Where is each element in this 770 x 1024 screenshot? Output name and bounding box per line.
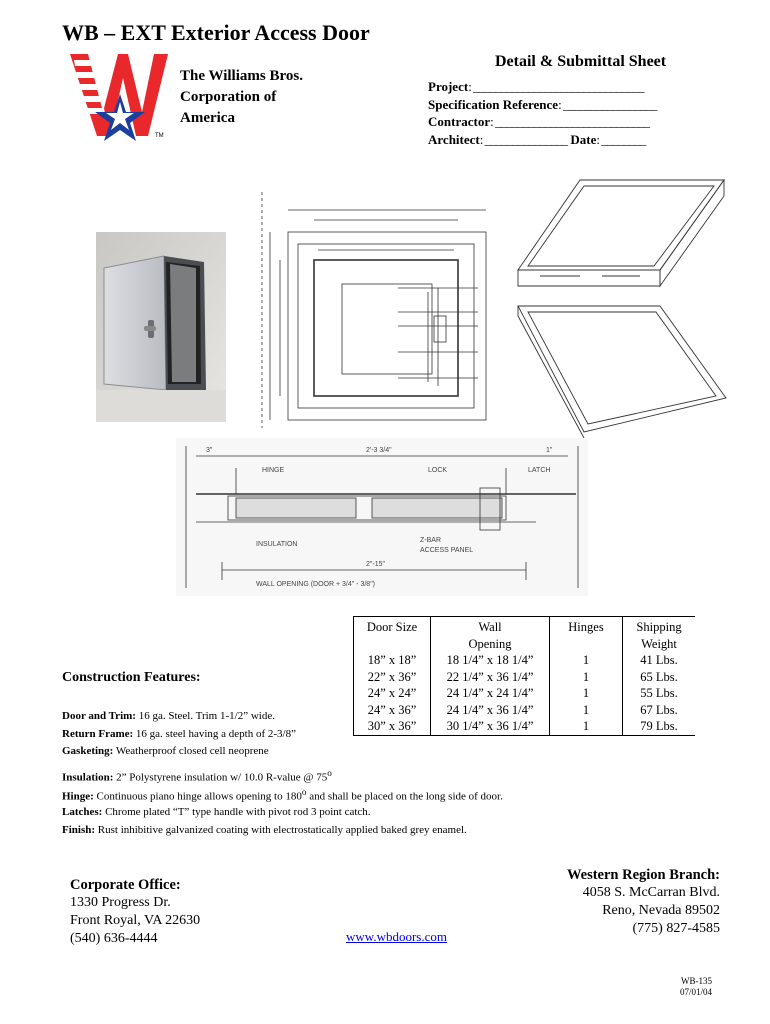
feature-return-frame: Return Frame: 16 ga. steel having a depth of 2-3/8” <box>62 728 296 740</box>
col-header-hinges: Hinges <box>550 617 623 653</box>
spec-reference-field[interactable] <box>428 96 656 114</box>
header-line: Opening <box>468 636 512 651</box>
document-date: 07/01/04 <box>680 987 713 997</box>
table-cell: 1 <box>550 652 623 669</box>
company-line: America <box>180 110 235 126</box>
address-line: 1330 Progress Dr. <box>70 895 171 910</box>
isometric-door-drawing <box>510 298 732 438</box>
section-detail-drawing <box>176 438 588 596</box>
field-blank: : _______________ <box>479 131 568 147</box>
table-cell: 1 <box>550 685 623 702</box>
architect-date-field[interactable] <box>428 131 656 149</box>
table-cell: 1 <box>550 718 623 735</box>
section-label: WALL OPENING (DOOR + 3/4" - 3/8") <box>256 581 376 588</box>
table-header-row <box>354 617 696 653</box>
corporate-office <box>70 876 200 948</box>
door-photo <box>96 232 226 422</box>
table-cell: 22 1/4” x 36 1/4” <box>431 669 550 686</box>
address-line: 4058 S. McCarran Blvd. <box>582 885 720 900</box>
feature-latches: Latches: Chrome plated “T” type handle with pivot rod 3 point catch. <box>62 806 371 818</box>
address-line: Front Royal, VA 22630 <box>70 913 201 928</box>
section-dimension: 1" <box>546 447 553 454</box>
table-row <box>354 685 696 702</box>
section-dimension: 2"-15" <box>366 561 385 568</box>
table-row <box>354 669 696 686</box>
section-label: ACCESS PANEL <box>420 547 474 554</box>
table-cell: 24 1/4” x 36 1/4” <box>431 702 550 719</box>
field-label: Contractor <box>428 114 491 129</box>
field-label: Project <box>428 79 469 94</box>
website-link[interactable]: www.wbdoors.com <box>346 929 447 944</box>
table-cell: 24 1/4” x 24 1/4” <box>431 685 550 702</box>
field-label: Architect <box>428 131 480 147</box>
sheet-title: Detail & Submittal Sheet <box>495 53 667 70</box>
section-label: Z-BAR <box>420 537 441 544</box>
contractor-field[interactable] <box>428 113 656 131</box>
company-name <box>180 66 370 129</box>
table-cell: 30 1/4” x 36 1/4” <box>431 718 550 735</box>
feature-insulation: Insulation: 2” Polystyrene insulation w/ 10.0 R-value @ 75$^o$ <box>62 768 332 784</box>
company-line: The Williams Bros. <box>180 68 303 84</box>
corporate-office-heading: Corporate Office: <box>70 877 181 893</box>
company-line: Corporation of <box>180 89 277 105</box>
section-label: LATCH <box>528 467 551 474</box>
field-blank: : ____________________________ <box>490 114 649 129</box>
table-row <box>354 702 696 719</box>
front-elevation-drawing <box>258 192 494 428</box>
table-cell: 24” x 36” <box>354 702 431 719</box>
header-line: Weight <box>641 636 677 651</box>
section-label: HINGE <box>262 467 285 474</box>
table-cell: 18” x 18” <box>354 652 431 669</box>
col-header-door-size: Door Size <box>354 617 431 653</box>
western-region-office <box>567 866 720 938</box>
header-line: Shipping <box>636 620 682 634</box>
field-blank: : ________ <box>596 131 646 147</box>
phone-number: (775) 827-4585 <box>632 921 720 936</box>
table-cell: 30” x 36” <box>354 718 431 735</box>
phone-number: (540) 636-4444 <box>70 931 158 946</box>
section-label: LOCK <box>428 467 448 474</box>
isometric-frame-drawing <box>510 170 732 300</box>
table-cell: 1 <box>550 702 623 719</box>
page-title: WB – EXT Exterior Access Door <box>62 20 370 45</box>
document-code: WB-135 <box>681 976 713 986</box>
features-heading: Construction Features: <box>62 670 201 685</box>
submittal-form <box>428 78 656 148</box>
table-cell: 24” x 24” <box>354 685 431 702</box>
table-cell: 41 Lbs. <box>640 653 678 667</box>
feature-door-trim: Door and Trim: 16 ga. Steel. Trim 1-1/2” wide. <box>62 710 275 722</box>
door-spec-table <box>353 616 695 736</box>
table-cell: 1 <box>550 669 623 686</box>
field-label: Specification Reference <box>428 96 559 112</box>
table-row <box>354 718 696 735</box>
col-header-shipping-weight <box>623 617 696 653</box>
trademark-mark: TM <box>155 133 164 139</box>
header-line: Wall <box>478 620 502 634</box>
table-cell: 67 Lbs. <box>640 702 678 717</box>
feature-finish: Finish: Rust inhibitive galvanized coating with electrostatically applied baked grey enamel. <box>62 824 467 836</box>
table-cell: 55 Lbs. <box>640 686 678 700</box>
western-office-heading: Western Region Branch: <box>566 867 720 883</box>
section-dimension: 3" <box>206 447 213 454</box>
feature-gasketing: Gasketing: Weatherproof closed cell neoprene <box>62 745 269 757</box>
table-row <box>354 652 696 669</box>
table-cell: 79 Lbs. <box>623 718 696 735</box>
field-label: Date <box>570 131 597 147</box>
table-cell: 18 1/4” x 18 1/4” <box>431 652 550 669</box>
table-cell: 22” x 36” <box>354 669 431 686</box>
address-line: Reno, Nevada 89502 <box>602 903 720 918</box>
section-dimension: 2'-3 3/4" <box>366 447 392 454</box>
field-blank: : _________________ <box>558 96 657 112</box>
section-label: INSULATION <box>256 541 298 548</box>
feature-hinge: Hinge: Continuous piano hinge allows opening to 180$^o$ and shall be placed on the long side of door. <box>62 787 503 803</box>
document-id <box>680 976 712 998</box>
table-cell: 65 Lbs. <box>640 669 678 684</box>
col-header-wall-opening <box>431 617 550 653</box>
project-field[interactable] <box>428 78 656 96</box>
field-blank: : _______________________________ <box>468 79 644 94</box>
